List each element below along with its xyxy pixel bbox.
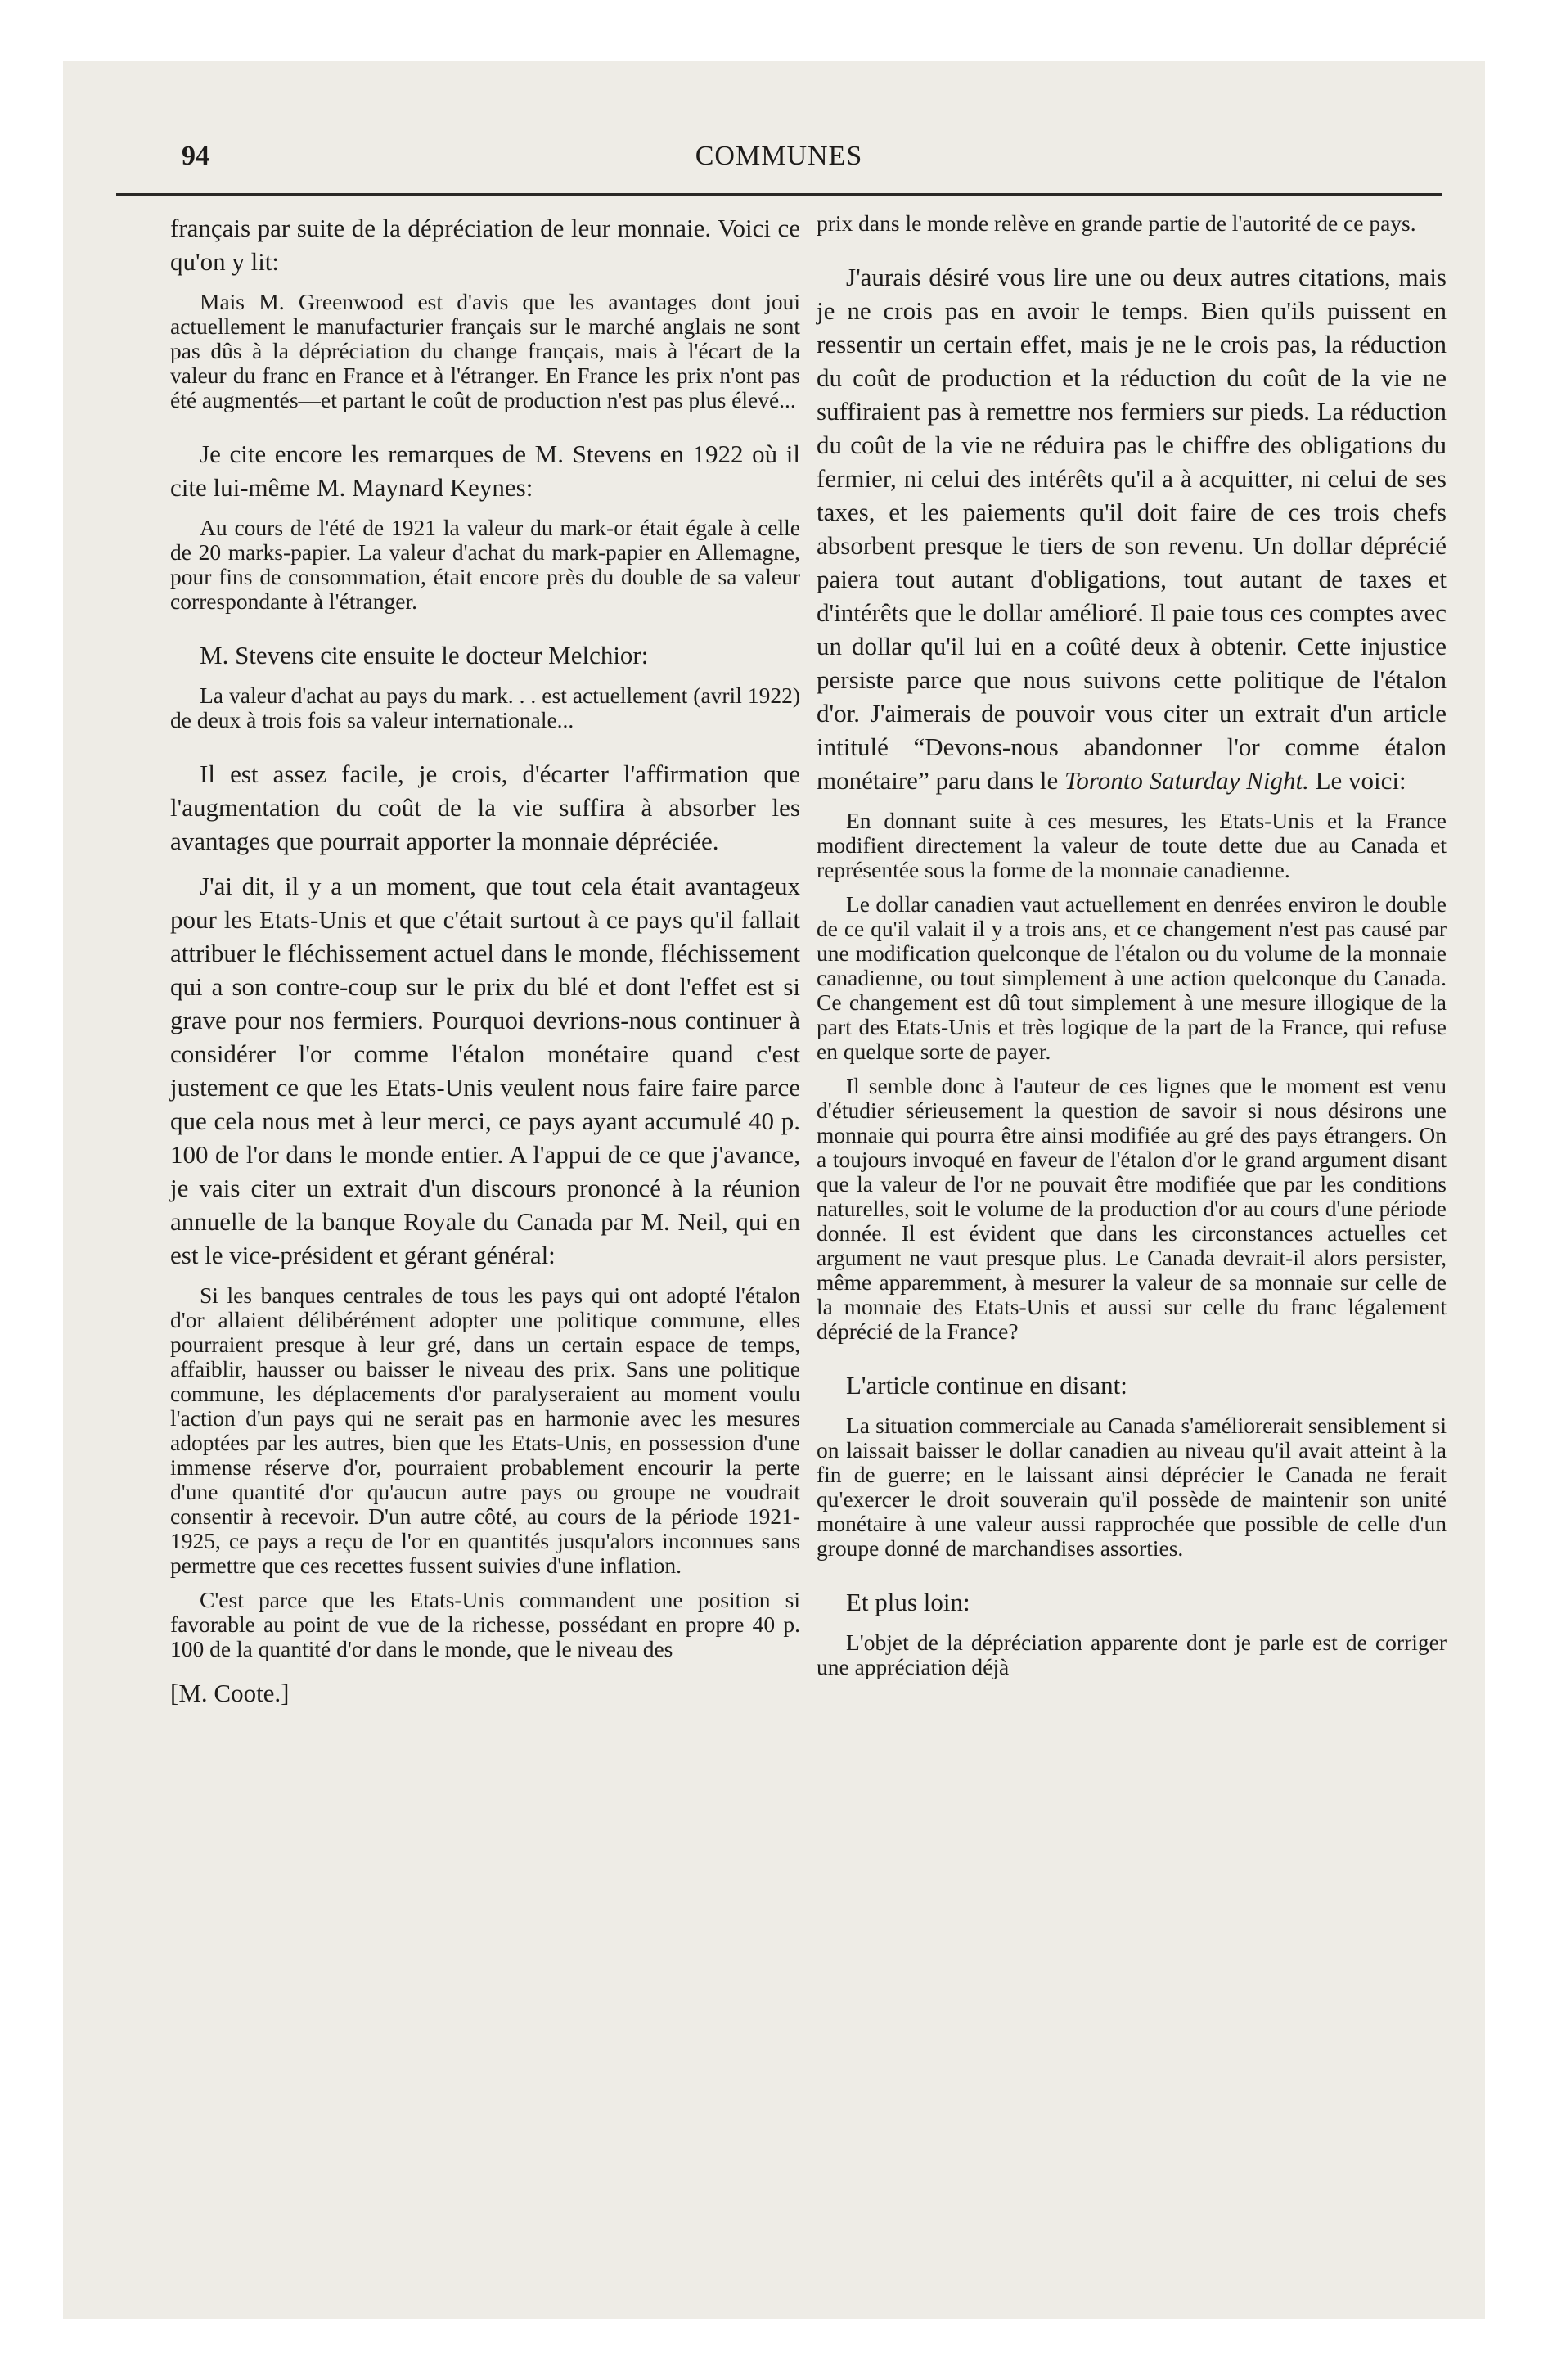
quotation: Au cours de l'été de 1921 la valeur du mark-or était égale à celle de 20 marks-papier. La valeur d'achat du mark-papier en Allemagne, pour fins de consommation, était encore près du double de sa valeur correspondante à l'étranger. [170, 515, 800, 614]
quotation: L'objet de la dépréciation apparente dont je parle est de corriger une appréciation déjà [817, 1629, 1447, 1679]
quotation: En donnant suite à ces mesures, les Etats-Unis et la France modifient directement la valeur de toute dette due au Canada et représentée sous la forme de la monnaie canadienne. [817, 808, 1447, 882]
left-column [170, 211, 800, 1710]
quotation: Mais M. Greenwood est d'avis que les avantages dont joui actuellement le manufacturier français sur le marché anglais ne sont pas dûs à la dépréciation du change français, mais à l'écart de la valeur du franc en France et à l'étranger. En France les prix n'ont pas été augmentés—et partant le coût de production n'est pas plus élevé... [170, 289, 800, 412]
publication-title: Toronto Saturday Night. [1064, 766, 1309, 795]
quotation: C'est parce que les Etats-Unis commandent une position si favorable au point de vue de la richesse, possédant en propre 40 p. 100 de la quantité d'or dans le monde, que le niveau des [170, 1587, 800, 1661]
quotation: Il semble donc à l'auteur de ces lignes que le moment est venu d'étudier sérieusement la question de savoir si nous désirons une monnaie qui pourra être ainsi modifiée au gré des pays étrangers. On a toujours invoqué en faveur de l'étalon d'or le grand argument disant que la valeur de l'or ne pouvait être modifiée que par les conditions naturelles, soit le volume de la production d'or au cours d'une période donnée. Il est évident que dans les circonstances actuelles cet argument ne vaut presque plus. Le Canada devrait-il alors persister, même apparemment, à mesurer la valeur de sa monnaie sur celle de la monnaie des Etats-Unis et aussi sur celle du franc légalement déprécié de la France? [817, 1073, 1447, 1344]
quotation: La situation commerciale au Canada s'améliorerait sensiblement si on laissait baisser le dollar canadien au niveau qu'il avait atteint à la fin de guerre; en le laissant ainsi déprécier le Canada ne ferait qu'exercer le droit souverain qu'il possède de maintenir son unité monétaire à une valeur aussi rapprochée que possible de celle d'un groupe donné de marchandises assorties. [817, 1413, 1447, 1561]
right-column [817, 211, 1447, 1689]
paragraph-text: Le voici: [1315, 766, 1406, 795]
speaker-attribution: [M. Coote.] [170, 1679, 290, 1707]
quotation: Si les banques centrales de tous les pays qui ont adopté l'étalon d'or allaient délibérément adopter une politique commune, elles pourraient presque à leur gré, dans un certain espace de temps, affaiblir, hausser ou baisser le niveau des prix. Sans une politique commune, les déplacements d'or paralyseraient au moment voulu l'action d'un pays qui ne serait pas en harmonie avec les mesures adoptées par les autres, bien que les Etats-Unis, en possession d'une immense réserve d'or, pourraient probablement encourir la perte d'une quantité d'or qu'aucun autre pays ou groupe ne voudrait consentir à recevoir. D'un autre côté, au cours de la période 1921-1925, ce pays a reçu de l'or en quantités jusqu'alors inconnues sans permettre que ces recettes fussent suivies d'une inflation. [170, 1282, 800, 1578]
paragraph: Il est assez facile, je crois, d'écarter l'affirmation que l'augmentation du coût de la vie suffira à absorber les avantages que pourrait apporter la monnaie dépréciée. [170, 760, 800, 855]
paragraph: français par suite de la dépréciation de leur monnaie. Voici ce qu'on y lit: [170, 214, 800, 276]
quotation: Le dollar canadien vaut actuellement en denrées environ le double de ce qu'il valait il y a trois ans, et ce changement n'est pas causé par une modification quelconque de l'étalon ou du volume de la monnaie canadienne, ou tout simplement à une action quelconque du Canada. Ce changement est dû tout simplement à une mesure illogique de la part des Etats-Unis et très logique de la part de la France, qui refuse en quelque sorte de payer. [817, 891, 1447, 1064]
paragraph: Et plus loin: [846, 1588, 970, 1616]
paragraph-text: J'aurais désiré vous lire une ou deux autres citations, mais je ne crois pas en avoir le temps. Bien qu'ils puissent en ressentir un certain effet, mais je ne le crois pas, la réduction du coût de production et la réduction du coût de la vie ne suffiraient pas à remettre nos fermiers sur pieds. La réduction du coût de la vie ne réduira pas le chiffre des obligations du fermier, ni celui des intérêts qu'il a à acquitter, ni celui de ses taxes, et les paiements qu'il doit faire de ces trois chefs absorbent presque le tiers de son revenu. Un dollar déprécié paiera tout autant d'obligations, tout autant de taxes et d'intérêts que le dollar amélioré. Il paie tous ces comptes avec un dollar qu'il lui en a coûté deux à obtenir. Cette injustice persiste parce que nous suivons cette politique de l'étalon d'or. J'aimerais de pouvoir vous citer un extrait d'un article intitulé “Devons-nous abandonner l'or comme étalon monétaire” paru dans le [817, 263, 1447, 795]
running-title: COMMUNES [695, 141, 863, 171]
quotation: La valeur d'achat au pays du mark. . . est actuellement (avril 1922) de deux à trois fois sa valeur internationale... [170, 683, 800, 732]
quotation-continued: prix dans le monde relève en grande partie de l'autorité de ce pays. [817, 210, 1416, 236]
paragraph: M. Stevens cite ensuite le docteur Melchior: [200, 641, 649, 669]
paragraph [817, 260, 1447, 797]
page-number: 94 [182, 141, 209, 171]
paragraph: Je cite encore les remarques de M. Stevens en 1922 où il cite lui-même M. Maynard Keynes: [170, 439, 800, 502]
page-header [116, 131, 1442, 180]
paragraph: J'ai dit, il y a un moment, que tout cela était avantageux pour les Etats-Unis et que c'était surtout à ce pays qu'il fallait attribuer le fléchissement actuel dans le monde, fléchissement qui a son contre-coup sur le prix du blé et dont l'effet est si grave pour nos fermiers. Pourquoi devrions-nous continuer à considérer l'or comme l'étalon monétaire quand c'est justement ce que les Etats-Unis veulent nous faire faire parce que cela nous met à leur merci, ce pays ayant accumulé 40 p. 100 de l'or dans le monde entier. A l'appui de ce que j'avance, je vais citer un extrait d'un discours prononcé à la réunion annuelle de la banque Royale du Canada par M. Neil, qui en est le vice-président et gérant général: [170, 872, 800, 1269]
paragraph: L'article continue en disant: [846, 1371, 1127, 1400]
header-rule [116, 193, 1442, 196]
